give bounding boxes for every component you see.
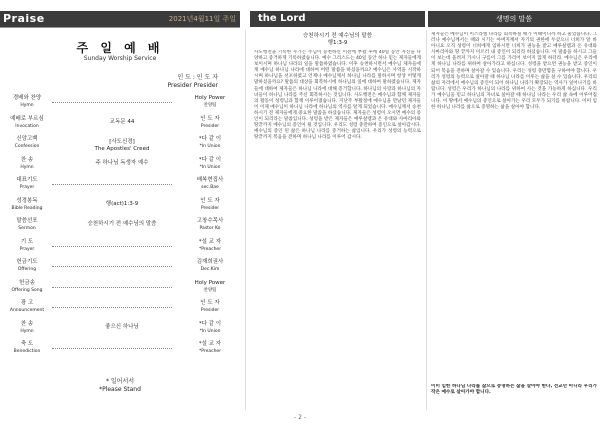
order-item-leader xyxy=(184,177,236,191)
order-item-label xyxy=(4,116,50,130)
sermon-title: 승천하시기 전 예수님의 말씀 xyxy=(302,33,372,39)
dotted-leader xyxy=(52,348,172,349)
order-item-label-en: Hymn xyxy=(20,328,34,334)
stand-ko: * 일어서서 xyxy=(105,378,135,385)
sermon-closing: 이미 임한 하나님 나라를 삶으로 증명하는 삶을 살아야 한다, 선교만 아니라 우리가 작은 예수로 살아가야 합니다. xyxy=(431,384,597,396)
order-item-label-en: Confession xyxy=(14,144,40,149)
order-item-label xyxy=(4,259,50,273)
order-item-leader xyxy=(184,136,236,150)
column-divider xyxy=(245,30,246,410)
order-item-label-ko: 찬 송 xyxy=(20,156,34,163)
order-item-leader xyxy=(184,341,236,355)
order-item-leader-ko: Holy Power xyxy=(194,279,226,286)
order-item-label-en: Announcement xyxy=(9,308,45,313)
order-item-leader-en: *In Union xyxy=(199,164,221,170)
order-item-content: 교독문 44 xyxy=(109,118,135,125)
order-item-leader-en: 찬양팀 xyxy=(203,287,217,293)
order-item-leader xyxy=(184,259,236,273)
order-item-leader-ko: *다 같 이 xyxy=(198,320,222,327)
order-item-label-ko: 예배로 부르심 xyxy=(10,115,44,122)
order-item-leader-ko: Holy Power xyxy=(194,95,226,101)
the-lord-header-bar xyxy=(250,11,425,27)
order-item-label xyxy=(4,95,50,109)
order-item-label-en: Offering Song xyxy=(11,287,43,293)
order-item-leader xyxy=(184,157,236,171)
order-item-leader xyxy=(184,198,236,212)
order-item xyxy=(4,319,236,339)
sermon-heading xyxy=(250,33,425,47)
order-item-label xyxy=(4,218,50,232)
order-item-leader-en: Presider xyxy=(200,205,220,211)
service-subtitle: Sunday Worship Service xyxy=(83,55,157,62)
dotted-leader xyxy=(52,184,172,185)
order-item-label xyxy=(4,300,50,314)
order-item-label-en: Hymn xyxy=(20,164,34,170)
order-item-label xyxy=(4,341,50,355)
order-item-label-ko: 찬 송 xyxy=(20,320,34,327)
word-of-life-tag: 생명의 말씀 xyxy=(495,15,533,23)
sermon-reference: 행1:3-9 xyxy=(327,40,348,46)
stand-en: *Please Stand xyxy=(99,386,141,393)
order-item-leader-en: *In Union xyxy=(199,144,221,149)
order-item-leader xyxy=(184,116,236,130)
dotted-leader xyxy=(52,102,172,103)
order-item-leader-en: Presider xyxy=(200,308,220,313)
order-item-label-ko: 경배와 찬양 xyxy=(12,95,42,101)
order-item-label-en: Invocation xyxy=(15,123,39,129)
order-item-label-ko: 대표기도 xyxy=(16,177,38,183)
order-item-label-ko: 신앙고백 xyxy=(16,136,38,142)
order-item-leader-en: Presider xyxy=(200,123,220,129)
order-item-label-ko: 헌금기도 xyxy=(16,259,38,265)
order-item-label-en: Prayer xyxy=(19,185,35,190)
order-item-content: [사도신경] The Apostles' Creed xyxy=(94,139,150,152)
the-lord-tag: the Lord xyxy=(258,13,306,24)
order-item-label xyxy=(4,239,50,253)
order-item-label xyxy=(4,136,50,150)
order-item-label-en: Prayer xyxy=(19,246,35,252)
order-item-label xyxy=(4,177,50,191)
order-item-leader xyxy=(184,321,236,335)
presider-line xyxy=(167,74,218,90)
order-item-leader-ko: 인 도 자 xyxy=(200,197,220,204)
presider-en: Presider Presider xyxy=(167,82,218,89)
order-item-label-ko: 기 도 xyxy=(20,238,34,245)
order-item-leader-ko: 인 도 자 xyxy=(200,115,220,122)
order-item xyxy=(4,278,236,298)
order-item-leader-ko: *다 같 이 xyxy=(198,156,222,163)
dotted-leader xyxy=(52,266,172,267)
order-item-label xyxy=(4,198,50,212)
order-item xyxy=(4,155,236,175)
order-item-leader xyxy=(184,95,236,109)
order-item-label-ko: 축 도 xyxy=(20,341,34,347)
order-item-label-ko: 말씀선포 xyxy=(16,218,38,224)
order-item xyxy=(4,114,236,134)
order-item xyxy=(4,298,236,318)
order-item-label xyxy=(4,321,50,335)
dotted-leader xyxy=(52,307,172,308)
order-item-leader-ko: 고창수목사 xyxy=(196,218,224,224)
dotted-leader xyxy=(52,287,172,288)
praise-header-bar xyxy=(0,11,240,28)
presider-ko: 인 도 : 인 도 자 xyxy=(177,74,218,81)
order-item xyxy=(4,134,236,154)
order-item-label-ko: 성경봉독 xyxy=(16,197,38,204)
service-date: 2021년4월11일 주일 xyxy=(168,15,236,23)
order-item-content: 좋으신 하나님 xyxy=(105,323,139,330)
order-item-leader-ko: 배복현집사 xyxy=(196,177,224,183)
order-item-leader-ko: *다 같 이 xyxy=(198,136,222,142)
sermon-column xyxy=(250,0,425,424)
order-item-leader-ko: 인 도 자 xyxy=(200,300,220,306)
order-item-label-en: Hymn xyxy=(20,103,34,108)
stand-note xyxy=(0,378,240,394)
order-item-leader xyxy=(184,239,236,253)
order-item-leader-en: *In Union xyxy=(199,328,221,334)
order-item-leader xyxy=(184,280,236,294)
sermon-body-part2: 제자들은 예수님이 이스라엘 나라를 회복하실 때가 이때이니까 하고 물었습니다. 그러나 예수님께서는 때와 시기는 아버지께서 자기의 권한에 두셨으니 너희가 알 바 아니요 오직 성령이 너희에게 임하시면 너희가 권능을 받고 예루살렘과 온 유대와 사마리아와 땅 끝까지 이르러 내 증인이 되리라 하셨습니다. 이 말씀을 하시고 그들이 보는데 올려져 가시니 구름이 그를 가리어 보이지 않게 하더라. 예수님은 우리에게 하나님 나라를 위하여 살아가라고 하십니다. 성령을 받으면 권능을 받고 증인이 되어 복음을 전하며 살아갈 수 있습니다. 우리는 성령 충만함을 구하여야 합니다. 우리가 성령의 능력으로 살아갈 때 하나님 나라를 이루는 삶을 살 수 있습니다. 우리의 삶의 자리에서 예수님의 증인이 되어 하나님 나라가 확장되는 역사가 일어나기를 바랍니다. 성령은 우리가 하나님의 나라를 위하여 사는 것을 가능하게 하십니다. 우리가 예수님을 믿고 하나님의 자녀로 살아갈 때 하나님 나라는 우리 삶 속에 이루어집니다. 이 땅에서 예수님의 증인으로 살아가는 우리 모두가 되기를 바랍니다. 이미 임한 하나님 나라를 삶으로 증명하는 삶을 살아야 합니다. xyxy=(431,32,597,111)
order-item-leader xyxy=(184,218,236,232)
order-item-label-en: Bible Reading xyxy=(11,205,43,211)
page-number: - 2 - xyxy=(294,414,306,421)
order-item-leader xyxy=(184,300,236,314)
sermon-body-part1: 사도행전을 기록한 누가는 주님이 승천하신 이전에 부활 후에 40일 동안 자신을 다양하고 증거하게 기록하였습니다. 예수 그리스도는 40일 동안 하나 믿는 제자들에게 보이시며 하나님 나라의 일을 말씀하였습니다. 이후 승천하시면서 예수님 제자들에게 예수님 하나님 나라에 대하여 어떤 말씀을 하셨을까요? 예수님은 사역을 시작하시며 하나님을 선포하였고 언제나 예수님께서 하나님 나라를 말하시며 항상 어떻게 말하셨을까요? 말씀의 대상을 회복하시에 하나님의 일에 대하여 말하였습니다. 제자들에 대하여 제자들은 하나님 나라에 대해 증거합니다. 하나님의 사랑과 하나님의 자녀들이 하나님 나라를 주신 회복하시는 것입니다. 사도행전은 예수님과 함께 제자들의 활동이 성령님과 함께 이루어졌습니다. 지난주 부활절에 예수님을 만났던 제자들이 이제 예수님이 하나님 나라에 하나님의 역사를 알게 되었습니다. 예수님께서 승천하시기 전 제자들에게 중요한 말씀을 하셨습니다. 제자들은 성령이 오시면 예수의 증인이 되리라는 말씀입니다. 성령을 받은 제자들은 예루살렘과 온 유대와 사마리아와 땅끝까지 예수님의 증인이 될 것입니다. 우리도 성령 충만하여 증인으로 살아갑시다. 예수님의 증인 된 삶은 하나님 나라를 증거하는 삶입니다. 우리가 성령의 능력으로 땅끝까지 복음을 전하며 하나님 나라를 이루어 갑시다. xyxy=(254,50,421,141)
order-item-leader-ko: 김재희권사 xyxy=(196,259,224,265)
order-item-leader-en: *Preacher xyxy=(198,246,222,252)
order-item-leader-en: Pastor Ko xyxy=(199,226,221,231)
word-of-life-column xyxy=(428,0,600,424)
order-item-label-ko: 헌금송 xyxy=(19,279,35,286)
order-item-label xyxy=(4,157,50,171)
word-of-life-header-bar xyxy=(428,11,600,27)
order-item-label xyxy=(4,280,50,294)
order-item-leader-en: 찬양팀 xyxy=(203,103,217,108)
order-item-content: 승천하시기 전 예수님의 말씀 xyxy=(87,221,157,227)
order-item-label-ko: 광 고 xyxy=(20,300,34,306)
order-item-leader-en: sec.Bae xyxy=(201,185,219,190)
order-item-label-en: Benediction xyxy=(13,349,41,354)
order-item xyxy=(4,175,236,195)
order-item-label-en: Offering xyxy=(17,267,37,272)
praise-tag: Praise xyxy=(3,12,45,25)
order-item xyxy=(4,257,236,277)
order-item-label-en: Sermon xyxy=(18,226,36,231)
order-item-content: 행(act)1:3-9 xyxy=(105,200,139,207)
column-divider xyxy=(426,30,427,410)
order-item-leader-en: *Preacher xyxy=(198,349,222,354)
order-item-leader-en: Dec.Kim xyxy=(200,267,220,272)
order-item xyxy=(4,216,236,236)
order-item xyxy=(4,196,236,216)
order-item-leader-ko: *설 교 자 xyxy=(198,238,222,245)
dotted-leader xyxy=(52,246,172,247)
order-of-worship-column xyxy=(0,0,240,424)
order-item-content: 주 하나님 독생자 예수 xyxy=(95,159,149,166)
order-item xyxy=(4,339,236,359)
service-title: 주 일 예 배 xyxy=(76,41,164,55)
order-item xyxy=(4,237,236,257)
order-item-leader-ko: *설 교 자 xyxy=(198,341,222,347)
order-item xyxy=(4,93,236,113)
